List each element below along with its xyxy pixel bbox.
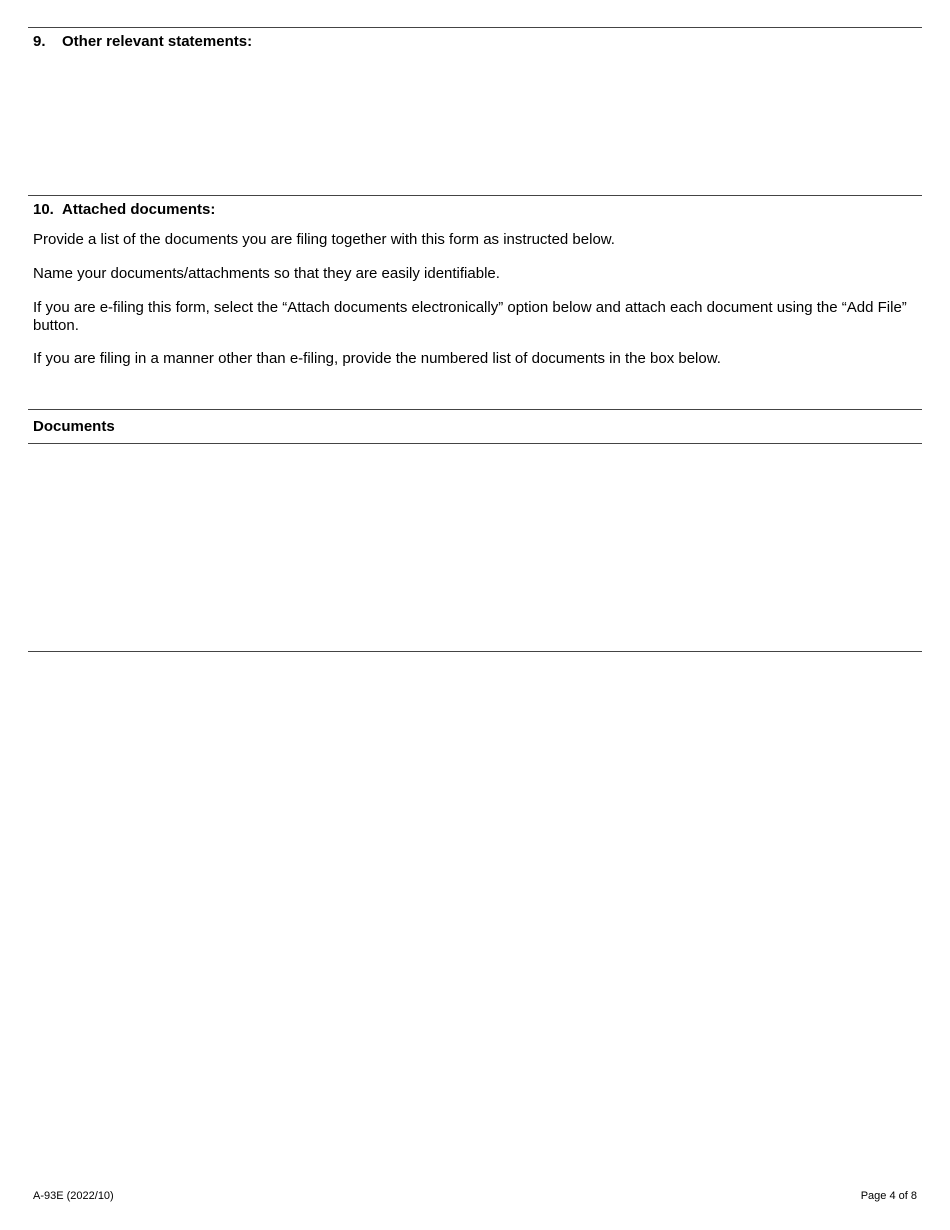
section-10-title: Attached documents: [62,201,216,218]
instruction-paragraph: If you are filing in a manner other than e-filing, provide the numbered list of documents in the box below. [33,350,721,367]
instruction-paragraph: Name your documents/attachments so that they are easily identifiable. [33,265,500,282]
page-number: Page 4 of 8 [860,1190,917,1202]
documents-label: Documents [33,418,115,435]
section-9-title: Other relevant statements: [62,33,253,50]
section-9-top-rule [28,27,922,28]
instruction-paragraph: If you are e-filing this form, select the “Attach documents electronically” option below and attach each document using the “Add File” button. [33,299,907,334]
section-10-top-rule [28,195,922,196]
instruction-paragraph: Provide a list of the documents you are filing together with this form as instructed below. [33,231,615,248]
documents-header-rule [28,443,922,444]
documents-bottom-rule [28,651,922,652]
documents-list-field[interactable] [28,445,922,649]
section-10-heading [33,201,215,219]
section-10-number: 10. [33,201,54,218]
other-relevant-statements-field[interactable] [28,54,922,192]
form-id: A-93E (2022/10) [33,1190,114,1202]
section-9-number: 9. [33,33,46,50]
documents-top-rule [28,409,922,410]
section-9-heading [33,33,252,51]
